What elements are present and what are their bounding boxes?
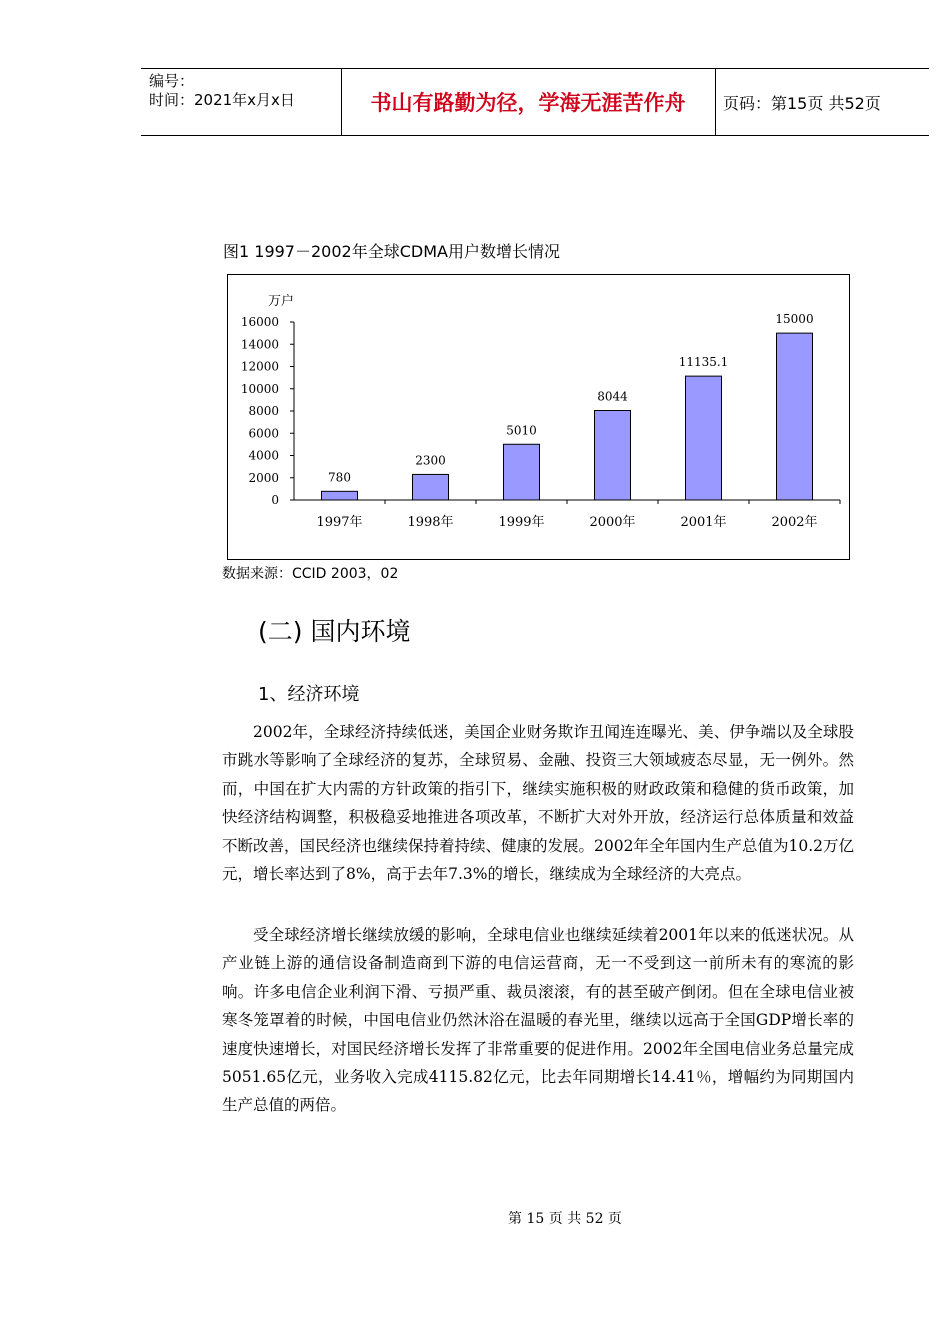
bar-4 [686, 376, 722, 500]
y-tick-label: 4000 [248, 448, 279, 463]
bar-value-label: 15000 [775, 312, 814, 327]
header-serial: 编号： [149, 72, 195, 90]
x-category-label: 2001年 [680, 515, 727, 530]
bar-value-label: 8044 [597, 389, 628, 404]
cdma-users-bar-chart [228, 275, 851, 561]
header-page-info: 页码：第15页 共52页 [723, 93, 881, 113]
bar-0 [322, 491, 358, 500]
header-divider-right [715, 68, 716, 136]
bar-value-label: 2300 [415, 453, 446, 468]
y-tick-label: 8000 [248, 404, 279, 418]
section-title: (二) 国内环境 [258, 617, 411, 646]
x-category-label: 1998年 [407, 515, 454, 530]
figure-source: 数据来源：CCID 2003，02 [222, 566, 399, 582]
x-category-label: 1997年 [316, 515, 363, 530]
y-tick-label: 2000 [248, 470, 279, 485]
subsection-title: 1、经济环境 [258, 684, 360, 705]
bar-value-label: 5010 [506, 423, 537, 438]
header-motto: 书山有路勤为径，学海无涯苦作舟 [370, 91, 686, 115]
y-axis-unit-label: 万户 [268, 294, 295, 309]
header-meta [149, 72, 295, 110]
paragraph-1: 2002年，全球经济持续低迷，美国企业财务欺诈丑闻连连曝光、美、伊争端以及全球股市跳水等影响了全球经济的复苏，全球贸易、金融、投资三大领域疲态尽显，无一例外。然而，中国在扩大内需的方针政策的指引下，继续实施积极的财政政策和稳健的货币政策，加快经济结构调整，积极稳妥地推进各项改革，不断扩大对外开放，经济运行总体质量和效益不断改善，国民经济也继续保持着持续、健康的发展。2002年全年国内生产总值为10.2万亿元，增长率达到了8%，高于去年7.3%的增长，继续成为全球经济的大亮点。 [222, 723, 854, 884]
y-tick-label: 0 [271, 493, 279, 507]
x-category-label: 2002年 [771, 515, 818, 530]
bar-value-label: 11135.1 [678, 355, 729, 370]
y-tick-label: 12000 [240, 359, 279, 374]
paragraph-telecom [222, 921, 854, 1120]
y-tick-label: 10000 [240, 381, 279, 396]
bar-1 [413, 474, 449, 500]
x-category-label: 1999年 [498, 515, 545, 530]
header-date: 时间：2021年x月x日 [149, 91, 295, 109]
chart-frame [227, 274, 850, 560]
page-header [141, 68, 929, 136]
bar-5 [777, 333, 813, 500]
x-category-label: 2000年 [589, 515, 636, 530]
y-tick-label: 16000 [240, 315, 279, 329]
y-tick-label: 14000 [240, 337, 279, 352]
bar-3 [595, 411, 631, 500]
figure-caption: 图1 1997－2002年全球CDMA用户数增长情况 [223, 242, 560, 261]
page-footer: 第 15 页 共 52 页 [508, 1211, 622, 1227]
paragraph-economy [222, 718, 854, 888]
paragraph-2: 受全球经济增长继续放缓的影响，全球电信业也继续延续着2001年以来的低迷状况。从产业链上游的通信设备制造商到下游的电信运营商，无一不受到这一前所未有的寒流的影响。许多电信企业利润下滑、亏损严重、裁员滚滚，有的甚至破产倒闭。但在全球电信业被寒冬笼罩着的时候，中国电信业仍然沐浴在温暖的春光里，继续以远高于全国GDP增长率的速度快速增长，对国民经济增长发挥了非常重要的促进作用。2002年全国电信业务总量完成5051.65亿元，业务收入完成4115.82亿元，比去年同期增长14.41％，增幅约为同期国内生产总值的两倍。 [222, 926, 854, 1115]
bar-2 [504, 444, 540, 500]
y-tick-label: 6000 [248, 426, 279, 441]
bar-value-label: 780 [328, 470, 351, 485]
